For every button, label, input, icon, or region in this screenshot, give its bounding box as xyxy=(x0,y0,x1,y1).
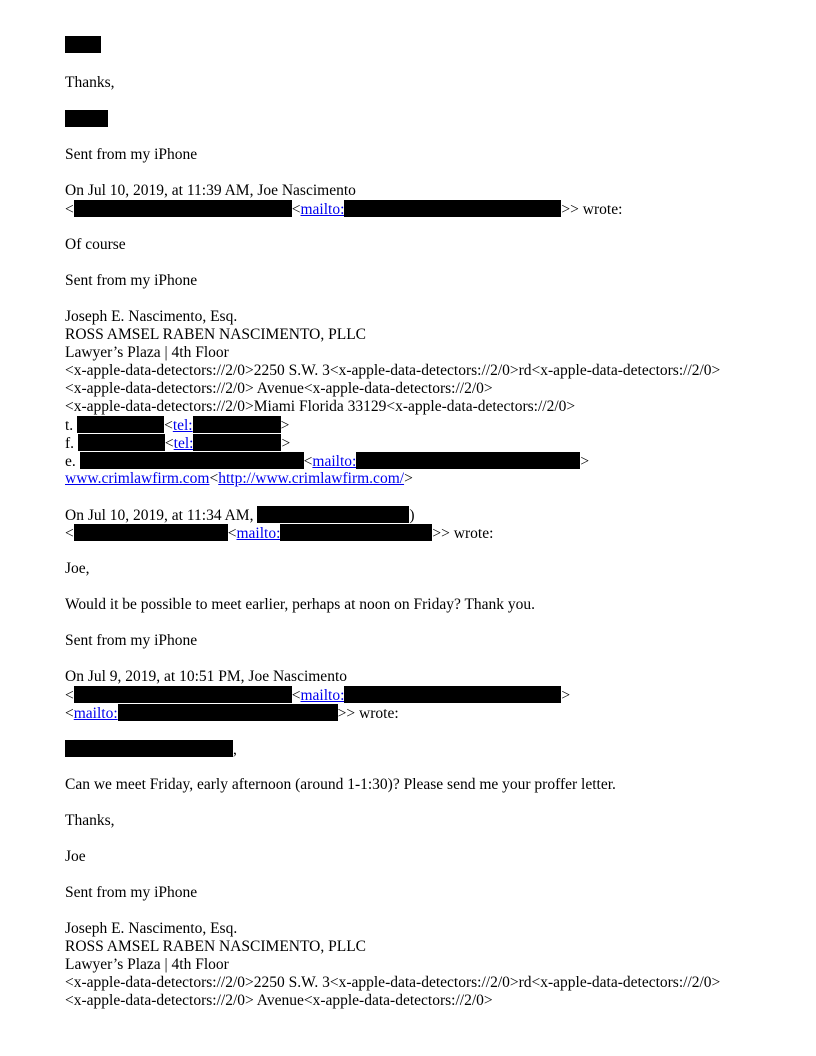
thanks-line: Thanks, xyxy=(65,74,115,91)
mailto-link[interactable]: mailto: xyxy=(312,453,357,470)
signature-phone: t. <tel: > xyxy=(65,417,290,434)
sent-from-line: Sent from my iPhone xyxy=(65,884,198,901)
redacted-phone xyxy=(77,416,164,433)
redacted-signature xyxy=(65,110,108,129)
quote-header: On Jul 10, 2019, at 11:34 AM, ) xyxy=(65,507,415,524)
greeting: Joe, xyxy=(65,560,90,577)
signature-email: e. <mailto: > xyxy=(65,453,590,470)
quote-header-address: < <mailto: >> wrote: xyxy=(65,201,623,218)
reply-text: Of course xyxy=(65,236,126,253)
tel-link[interactable]: tel: xyxy=(173,435,194,452)
signature-floor: Lawyer’s Plaza | 4th Floor xyxy=(65,956,229,973)
quote-header-address: < <mailto: > xyxy=(65,687,571,704)
redacted-email xyxy=(74,524,228,541)
signature-website: www.crimlawfirm.com<http://www.crimlawfirm.com/> xyxy=(65,470,413,487)
redacted-email xyxy=(118,704,338,721)
redacted-email xyxy=(344,200,561,217)
signature-address-3: <x-apple-data-detectors://2/0>Miami Florida 33129<x-apple-data-detectors://2/0> xyxy=(65,398,576,415)
message-body: Would it be possible to meet earlier, perhaps at noon on Friday? Thank you. xyxy=(65,596,536,613)
redacted-email xyxy=(74,200,292,217)
thanks-line: Thanks, xyxy=(65,812,115,829)
quote-header-address-2: <mailto: >> wrote: xyxy=(65,705,399,722)
redacted-email xyxy=(80,452,304,469)
quote-header: On Jul 9, 2019, at 10:51 PM, Joe Nascimento xyxy=(65,668,347,685)
mailto-link[interactable]: mailto: xyxy=(300,201,345,218)
mailto-link[interactable]: mailto: xyxy=(300,687,345,704)
redacted-email xyxy=(280,524,432,541)
signature-name: Joseph E. Nascimento, Esq. xyxy=(65,920,238,937)
signature-fax: f. <tel: > xyxy=(65,435,291,452)
redacted-email xyxy=(74,686,292,703)
sign-off: Joe xyxy=(65,848,86,865)
redacted-name xyxy=(257,506,409,523)
website-link[interactable]: www.crimlawfirm.com xyxy=(65,470,210,487)
message-body: Can we meet Friday, early afternoon (around 1-1:30)? Please send me your proffer letter. xyxy=(65,776,616,793)
redacted-email xyxy=(344,686,561,703)
signature-address-1: <x-apple-data-detectors://2/0>2250 S.W. 3<x-apple-data-detectors://2/0>rd<x-apple-data-detectors://2/0> xyxy=(65,362,721,379)
sent-from-line: Sent from my iPhone xyxy=(65,146,198,163)
redacted-phone xyxy=(193,416,281,433)
sent-from-line: Sent from my iPhone xyxy=(65,632,198,649)
signature-firm: ROSS AMSEL RABEN NASCIMENTO, PLLC xyxy=(65,938,367,955)
signature-floor: Lawyer’s Plaza | 4th Floor xyxy=(65,344,229,361)
redacted-email xyxy=(356,452,580,469)
signature-name: Joseph E. Nascimento, Esq. xyxy=(65,308,238,325)
tel-link[interactable]: tel: xyxy=(172,417,193,434)
redacted-name xyxy=(65,36,101,55)
signature-address-2: <x-apple-data-detectors://2/0> Avenue<x-apple-data-detectors://2/0> xyxy=(65,992,493,1009)
website-url-link[interactable]: http://www.crimlawfirm.com/ xyxy=(218,470,405,487)
redacted-fax xyxy=(193,434,281,451)
mailto-link[interactable]: mailto: xyxy=(236,525,281,542)
redacted-fax xyxy=(78,434,165,451)
quote-header: On Jul 10, 2019, at 11:39 AM, Joe Nascimento xyxy=(65,182,356,199)
signature-address-1: <x-apple-data-detectors://2/0>2250 S.W. 3<x-apple-data-detectors://2/0>rd<x-apple-data-detectors://2/0> xyxy=(65,974,721,991)
signature-firm: ROSS AMSEL RABEN NASCIMENTO, PLLC xyxy=(65,326,367,343)
quote-header-address: < <mailto: >> wrote: xyxy=(65,525,494,542)
sent-from-line: Sent from my iPhone xyxy=(65,272,198,289)
signature-address-2: <x-apple-data-detectors://2/0> Avenue<x-apple-data-detectors://2/0> xyxy=(65,380,493,397)
redacted-name xyxy=(65,740,233,757)
greeting: , xyxy=(65,740,237,759)
mailto-link[interactable]: mailto: xyxy=(73,705,118,722)
